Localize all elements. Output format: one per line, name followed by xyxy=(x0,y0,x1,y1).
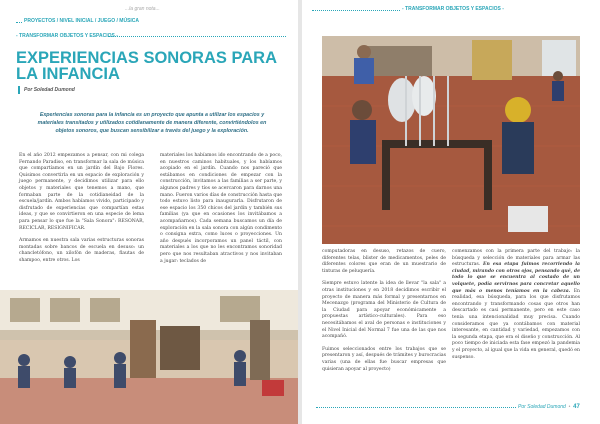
footer-author: Por Soledad Dumond xyxy=(518,404,566,410)
body-column-4 xyxy=(452,249,580,367)
breadcrumb-rule xyxy=(16,22,22,23)
body-text: comenzamos con la primera parte del trabajo: la búsqueda y selección de materiales para armar las estructuras. xyxy=(452,249,580,268)
section-label: - TRANSFORMAR OBJETOS Y ESPACIOS - xyxy=(402,6,504,12)
body-paragraph: Fuimos seleccionados entre los trabajos que se presentaron y así, después de trámites y burocracias varias (una de ellas fue buscar empresas que quisieran apoyar al proyecto) xyxy=(322,346,446,372)
article-title: EXPERIENCIAS SONORAS PARA LA INFANCIA xyxy=(16,49,277,83)
running-head: ...la gran nota... xyxy=(125,6,160,12)
section-label: - TRANSFORMAR OBJETOS Y ESPACIOS - xyxy=(16,33,118,39)
left-page xyxy=(0,0,298,424)
lede-paragraph: Experiencias sonoras para la infancia es un proyecto que apunta a utilizar los espacios y materiales transitados y utilizados cotidianamente de manera diferente, convirtiéndolos en objetos sonoros, que buscan sensibilizar a través del juego y la exploración. xyxy=(37,112,267,134)
page-number: 47 xyxy=(573,404,580,410)
body-paragraph: computadoras en desuso, retazos de cuero, diferentes telas, blister de medicamentos, peles de diferentes colores que eran de un muestrario de tinturas de peluquería. xyxy=(322,249,446,274)
body-column-3 xyxy=(322,249,446,379)
body-text: En realidad, esa búsqueda, para los que disfrutamos encontrando y transformando cosas que otros han descartado es casi permanente, pero en este caso tenía una intencionalidad muy precisa. Cuando consideramos que ya contábamos con material interesante, en cantidad y variedad, empezamos con la segunda etapa, que era el diseño y construcción. Al poco tiempo de iniciada esta fase empezó la pandemia y el proyecto, al igual que la vida en general, quedó en suspenso. xyxy=(452,288,581,360)
footer-rule xyxy=(316,407,516,408)
section-rule xyxy=(108,36,286,37)
body-paragraph: Armamos en nuestra sala varias estructuras sonoras montadas sobre bancos de escuela en desuso: un chancletófono, un xilofón de maderas, flautas de shampoo, entre otros. Los xyxy=(19,238,144,263)
body-paragraph xyxy=(452,249,580,361)
emphasis-text: En esa etapa fuimos recorriendo la ciudad, mirando con otros ojos, pensando qué, de todo lo que se encuentra al costado de un volquete, podía servirnos para concretar aquello que más o menos teníamos en la cabeza. xyxy=(452,262,580,294)
body-paragraph: materiales los habíamos ido encontrando de a poco, en nuestros caminos habituales, y los habíamos acopiado en el jardín. Cuando nos pareció que estábamos en condiciones de empezar con la construcción, invitamos a las familias a ser parte, y algunos padres y tíos se acercaron para darnos una mano. Fueron varios días de construcción hasta que todo estuvo listo para inaugurarla. Disfrutaron de ese espacio los 350 chicos del jardín y también sus familias (ya que en ocasiones los invitábamos a acompañarnos). Cada semana buscamos un día de exploración en la sala sonora con algún condimento o consigna extra, como luces o proyecciones. Un año después incorporamos un panel táctil, con materiales a los que no les encontramos sonoridad pero que nos resultaban atractivos y nos invitaban a jugar: teclados de xyxy=(160,153,282,264)
footer: Por Soledad Dumond • 47 xyxy=(518,404,580,410)
children-photo xyxy=(322,36,580,244)
author-byline: Por Soledad Dumond xyxy=(24,87,75,93)
body-column-1 xyxy=(19,153,144,271)
right-page xyxy=(302,0,600,424)
breadcrumb: PROYECTOS / NIVEL INICIAL / JUEGO / MÚSICA xyxy=(24,18,140,24)
author-marker xyxy=(18,86,20,94)
body-column-2 xyxy=(160,153,282,271)
body-paragraph: Siempre estuvo latente la idea de llevar "la sala" a otras instituciones y en 2018 decidimos escribir el proyecto de manera más formal y presentarnos en Mecenazgo (programa del Ministerio de Cultura de la Ciudad para apoyar económicamente a propuestas artístico-culturales). Para eso necesitábamos el aval de personas e instituciones y el Nivel Inicial del Normal 7 fue una de las que nos acompañó. xyxy=(322,281,446,340)
body-paragraph: En el año 2012 empezamos a pensar, con mi colega Fernando Paradiso, en transformar la sala de música que compartíamos en un jardín del Bajo Flores. Quisimos convertirla en un espacio de exploración y juego permanente, y decidimos utilizar para ello objetos y materiales que tenemos a mano, que formaban parte de la cotidianeidad de la escuela/jardín. Ambos habíamos vivido, participado y disfrutado de experiencias que compartían estas ideas, y que se convirtieron en una especie de lema para pensar lo que fue la "Sala Sonora": RESONAR, RECICLAR, RESIGNIFICAR. xyxy=(19,153,144,231)
classroom-photo xyxy=(0,290,298,424)
section-rule xyxy=(312,10,400,11)
